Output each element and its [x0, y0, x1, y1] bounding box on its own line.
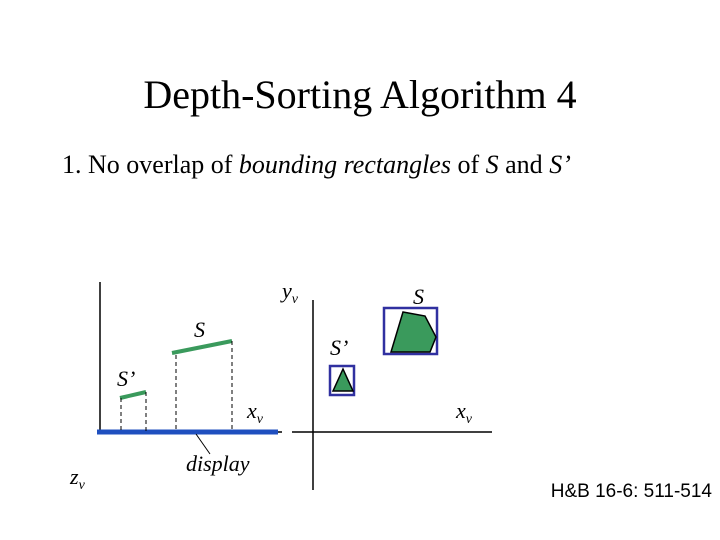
side-s-label: S: [194, 317, 205, 342]
citation: H&B 16-6: 511-514: [550, 481, 712, 502]
s-prime-polygon: [333, 369, 353, 391]
side-s-segment: [172, 341, 232, 353]
side-y-axis-label: $y_v$: [282, 278, 298, 307]
bullet-and: and: [498, 150, 550, 179]
side-s-prime-label: S’: [117, 366, 136, 391]
bullet-s-prime: S’: [549, 150, 571, 179]
side-z-axis-label: $z_v$: [70, 464, 85, 493]
bullet-s: S: [485, 150, 499, 179]
slide-title: Depth-Sorting Algorithm 4: [143, 72, 577, 117]
bullet-middle: of: [450, 150, 486, 179]
bullet-emphasis: bounding rectangles: [238, 150, 451, 179]
s-polygon: [391, 312, 436, 352]
front-x-axis-label: $x_v$: [456, 398, 472, 427]
bullet-prefix: 1. No overlap of: [62, 150, 239, 179]
side-s-prime-segment: [120, 392, 146, 398]
front-s-prime-label: S’: [330, 335, 349, 360]
front-s-label: S: [413, 284, 424, 309]
side-x-axis-label: $x_v$: [247, 398, 263, 427]
display-label: display: [186, 451, 250, 476]
